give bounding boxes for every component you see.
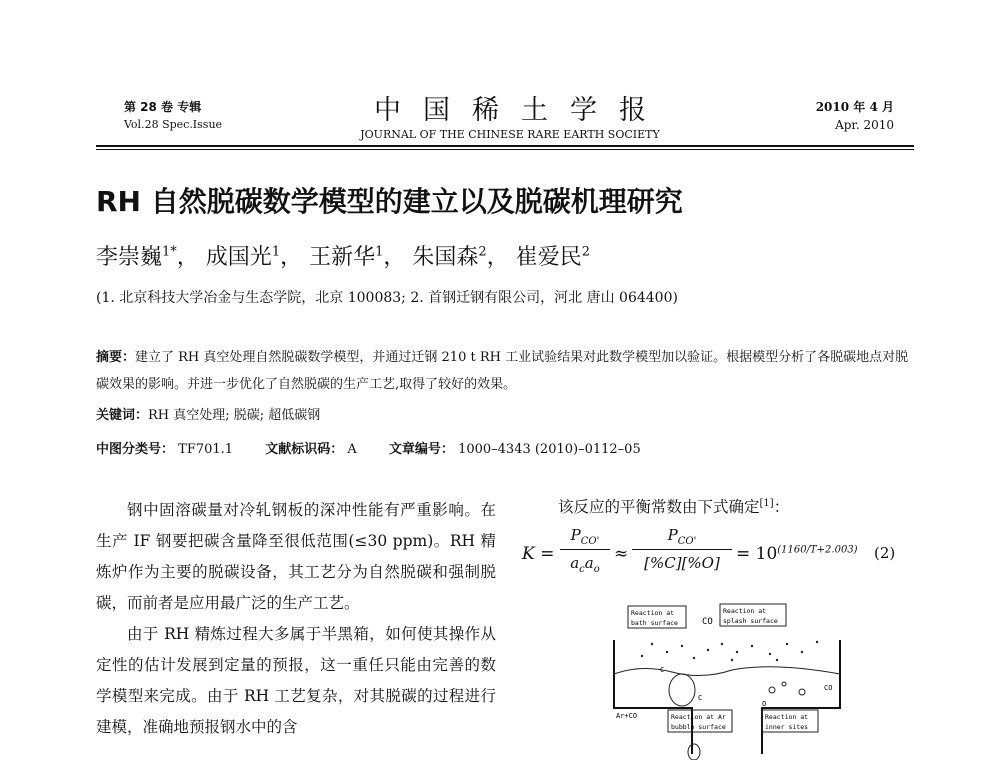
- author-sup: 2: [478, 244, 487, 260]
- eq-fraction-1: [560, 526, 610, 575]
- label-bath-surface-2: bath surface: [631, 619, 678, 627]
- header-rule: [96, 145, 914, 147]
- author: 李崇巍: [96, 245, 163, 270]
- journal-name: [340, 94, 680, 142]
- affiliation: (1. 北京科技大学冶金与生态学院，北京 100083; 2. 首钢迁钢有限公司，河北 唐山 064400): [96, 290, 678, 306]
- article-no-value: 1000–4343 (2010)–0112–05: [458, 442, 641, 457]
- author-list: 李崇巍$^{1*}$， 成国光$^1$， 王新华$^1$， 朱国森$^2$， 崔爱民$^2$: [96, 244, 590, 270]
- label-bath-surface: Reaction at: [631, 609, 675, 617]
- inner-bubble: [769, 687, 775, 693]
- splash-droplets: [641, 641, 818, 661]
- eq-num-2: $P_{CO'}$: [632, 526, 732, 550]
- label-splash-surface-2: splash surface: [723, 617, 778, 625]
- author: 成国光: [205, 245, 272, 270]
- body-left-column: [96, 495, 496, 743]
- doc-code-label: 文献标识码：: [265, 442, 344, 457]
- equation-intro-end: ：: [773, 498, 790, 516]
- clc-label: 中图分类号：: [96, 442, 175, 457]
- article-no-label: 文章编号：: [388, 442, 454, 457]
- inner-bubble: [782, 682, 786, 686]
- rh-vessel-figure: [612, 600, 842, 760]
- eq-rhs-base: = 10: [736, 544, 778, 564]
- eq-lhs: K =: [522, 544, 555, 564]
- equation-intro-text: 该反应的平衡常数由下式确定: [558, 498, 760, 516]
- inner-bubble: [799, 689, 805, 695]
- melt-surface: [614, 667, 840, 676]
- label-ar-bubble: Reaction at Ar: [671, 713, 726, 721]
- header-rule-thin: [96, 149, 914, 150]
- label-c-2: C: [698, 694, 703, 702]
- doc-code-value: A: [347, 442, 357, 457]
- volume-cn: 第 28 卷 专辑: [124, 100, 202, 114]
- eq-fraction-2: [632, 526, 732, 572]
- author-sup: 1: [375, 244, 384, 260]
- label-ar-co: Ar+CO: [616, 712, 638, 720]
- author-sup: 2: [581, 244, 590, 260]
- issue-date: [816, 98, 894, 134]
- label-splash-surface: Reaction at: [723, 607, 767, 615]
- abstract-text: 建立了 RH 真空处理自然脱碳数学模型，并通过迁钢 210 t RH 工业试验结果对此数学模型加以验证。根据模型分析了各脱碳地点对脱碳效果的影响。并进一步优化了自然脱碳的生产工艺,取得了较好的效果。: [96, 350, 909, 392]
- abstract: [96, 344, 914, 398]
- author-sup: 1*: [162, 244, 177, 260]
- author: 王新华: [309, 245, 376, 270]
- paragraph: 钢中固溶碳量对冷轧钢板的深冲性能有严重影响。在生产 IF 钢要把碳含量降至很低范围(≤30 ppm)。RH 精炼炉作为主要的脱碳设备，其工艺分为自然脱碳和强制脱碳，而前者是应用最广泛的生产工艺。: [96, 501, 496, 612]
- author: 朱国森: [412, 245, 479, 270]
- paragraph: 由于 RH 精炼过程大多属于半黑箱，如何使其操作从定性的估计发展到定量的预报，这一重任只能由完善的数学模型来完成。由于 RH 工艺复杂，对其脱碳的过程进行建模，准确地预报钢水中的含: [96, 625, 496, 736]
- label-co-right: CO: [824, 684, 833, 692]
- abstract-label: 摘要：: [96, 350, 136, 365]
- label-c: C: [660, 666, 665, 674]
- eq-number: (2): [874, 544, 896, 562]
- paper-title: RH 自然脱碳数学模型的建立以及脱碳机理研究: [96, 185, 683, 218]
- author: 崔爱民: [515, 245, 582, 270]
- keywords-label: 关键词：: [96, 408, 149, 423]
- label-inner-sites: Reaction at: [765, 713, 809, 721]
- keywords-text: RH 真空处理; 脱碳; 超低碳钢: [148, 408, 321, 423]
- eq-approx: ≈: [614, 544, 629, 564]
- issue-info: [124, 98, 222, 134]
- ar-bubble: [669, 674, 695, 706]
- vessel-outline: [614, 640, 840, 754]
- classification: [96, 438, 641, 457]
- equation-intro: [558, 495, 789, 517]
- label-o: O: [762, 700, 767, 708]
- clc-value: TF701.1: [178, 442, 234, 457]
- volume-en: Vol.28 Spec.Issue: [124, 118, 223, 131]
- snorkel-bubble: [688, 744, 700, 760]
- author-sup: 1: [271, 244, 281, 260]
- keywords: [96, 404, 320, 423]
- eq-den-2: [%C][%O]: [644, 554, 720, 572]
- label-ar-bubble-2: bubble surface: [671, 723, 726, 731]
- date-en: Apr. 2010: [835, 118, 894, 132]
- journal-name-cn: 中国稀土学报: [374, 95, 668, 126]
- eq-rhs: [736, 544, 858, 564]
- label-inner-sites-2: inner sites: [765, 723, 809, 731]
- eq-den-1: $a_ca_o$: [570, 554, 600, 575]
- date-cn: 2010 年 4 月: [815, 100, 894, 114]
- eq-rhs-exp: (1160/T+2.003): [777, 544, 858, 556]
- citation: [1]: [759, 497, 774, 509]
- equation-2: [522, 526, 902, 590]
- eq-num-1: $P_{CO'}$: [560, 526, 610, 550]
- journal-name-en: JOURNAL OF THE CHINESE RARE EARTH SOCIETY: [360, 128, 660, 141]
- label-co-top: CO: [702, 617, 713, 627]
